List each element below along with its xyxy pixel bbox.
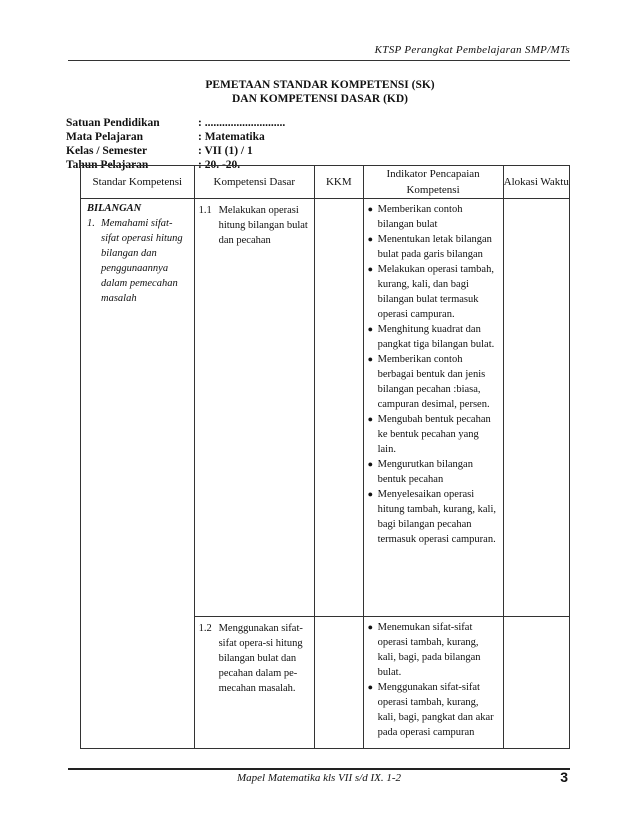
indicator-list xyxy=(364,617,503,744)
indicator-text: Menyelesaikan operasi hitung tambah, kurang, kali, bagi bilangan pecahan termasuk operasi campuran. xyxy=(377,489,497,545)
sk-item xyxy=(81,216,194,306)
meta-label: Satuan Pendidikan xyxy=(66,117,160,129)
meta-label: Mata Pelajaran xyxy=(66,131,143,143)
kd-item xyxy=(195,199,314,248)
page-number: 3 xyxy=(560,769,568,785)
alokasi-cell xyxy=(503,199,569,617)
indicator-text: Mengubah bentuk pecahan ke bentuk pecahan yang lain. xyxy=(377,414,491,455)
meta-label: Tahun Pelajaran xyxy=(66,159,149,171)
bullet-icon: ● xyxy=(367,264,374,274)
header-rule xyxy=(68,60,570,61)
meta-label: Kelas / Semester xyxy=(66,145,148,157)
bullet-icon: ● xyxy=(367,682,374,692)
title-line-2: DAN KOMPETENSI DASAR (KD) xyxy=(231,93,409,105)
indicator-cell xyxy=(363,199,503,617)
header-indikator: Indikator Pencapaian Kompetensi xyxy=(363,166,503,199)
indicator-text: Memberikan contoh berbagai bentuk dan jenis bilangan pecahan :biasa, campuran desimal, persen. xyxy=(377,354,490,410)
sk-text: Memahami sifat-sifat operasi hitung bilangan dan penggunaannya dalam pemecahan masalah xyxy=(101,218,183,304)
kkm-cell xyxy=(315,199,364,617)
bullet-icon: ● xyxy=(367,459,374,469)
competency-table xyxy=(80,165,570,749)
sk-category: BILANGAN xyxy=(87,203,142,214)
document-title xyxy=(150,78,490,106)
list-item xyxy=(368,352,499,412)
list-item xyxy=(368,487,499,547)
kd-number: 1.1 xyxy=(198,205,212,216)
bullet-icon: ● xyxy=(367,489,374,499)
meta-value: : VII (1) / 1 xyxy=(198,145,253,157)
title-line-1: PEMETAAN STANDAR KOMPETENSI (SK) xyxy=(205,79,435,91)
footer-rule xyxy=(68,768,570,770)
list-item xyxy=(368,322,499,352)
kd-text: Melakukan operasi hitung bilangan bulat dan pecahan xyxy=(218,205,308,246)
header-kompetensi-dasar: Kompetensi Dasar xyxy=(194,166,314,199)
list-item xyxy=(368,412,499,457)
kkm-cell xyxy=(315,617,364,749)
indicator-text: Memberikan contoh bilangan bulat xyxy=(377,204,463,230)
kd-item xyxy=(195,617,314,696)
indicator-text: Menggunakan sifat-sifat operasi tambah, kurang, kali, bagi, pangkat dan akar pada operasi campuran xyxy=(377,682,494,738)
footer-text: Mapel Matematika kls VII s/d IX. 1-2 xyxy=(236,772,402,784)
bullet-icon: ● xyxy=(367,622,374,632)
indicator-text: Menemukan sifat-sifat operasi tambah, kurang, kali, bagi, pada bilangan bulat. xyxy=(377,622,481,678)
header-alokasi-waktu: Alokasi Waktu xyxy=(503,166,569,199)
bullet-icon: ● xyxy=(367,204,374,214)
bullet-icon: ● xyxy=(367,234,374,244)
list-item xyxy=(368,202,499,232)
list-item xyxy=(368,457,499,487)
meta-row-subject xyxy=(66,130,285,144)
indicator-text: Menghitung kuadrat dan pangkat tiga bilangan bulat. xyxy=(377,324,495,350)
indicator-text: Menentukan letak bilangan bulat pada garis bilangan xyxy=(377,234,492,260)
meta-value: : Matematika xyxy=(198,131,265,143)
indicator-text: Melakukan operasi tambah, kurang, kali, dan bagi bilangan bulat termasuk operasi campuran. xyxy=(377,264,494,320)
running-header: KTSP Perangkat Pembelajaran SMP/MTs xyxy=(374,44,570,56)
kd-cell xyxy=(194,617,314,749)
bullet-icon: ● xyxy=(367,354,374,364)
header-kkm: KKM xyxy=(315,166,364,199)
sk-number: 1. xyxy=(87,218,95,229)
kd-cell xyxy=(194,199,314,617)
metadata-block xyxy=(66,116,285,172)
kd-number: 1.2 xyxy=(198,623,212,634)
indicator-list xyxy=(364,199,503,551)
indicator-text: Mengurutkan bilangan bentuk pecahan xyxy=(377,459,473,485)
header-standar-kompetensi: Standar Kompetensi xyxy=(81,166,195,199)
indicator-cell xyxy=(363,617,503,749)
meta-row-school xyxy=(66,116,285,130)
alokasi-cell xyxy=(503,617,569,749)
sk-cell xyxy=(81,199,195,749)
list-item xyxy=(368,262,499,322)
table-header-row xyxy=(81,166,570,199)
list-item xyxy=(368,620,499,680)
bullet-icon: ● xyxy=(367,324,374,334)
table-row xyxy=(81,199,570,617)
meta-value: : 20. -20. xyxy=(198,159,241,171)
list-item xyxy=(368,232,499,262)
list-item xyxy=(368,680,499,740)
kd-text: Menggunakan sifat-sifat opera-si hitung bilangan bulat dan pecahan dalam pe-mecahan masalah. xyxy=(218,623,303,694)
meta-row-class xyxy=(66,144,285,158)
meta-value: : ............................ xyxy=(198,117,286,129)
bullet-icon: ● xyxy=(367,414,374,424)
